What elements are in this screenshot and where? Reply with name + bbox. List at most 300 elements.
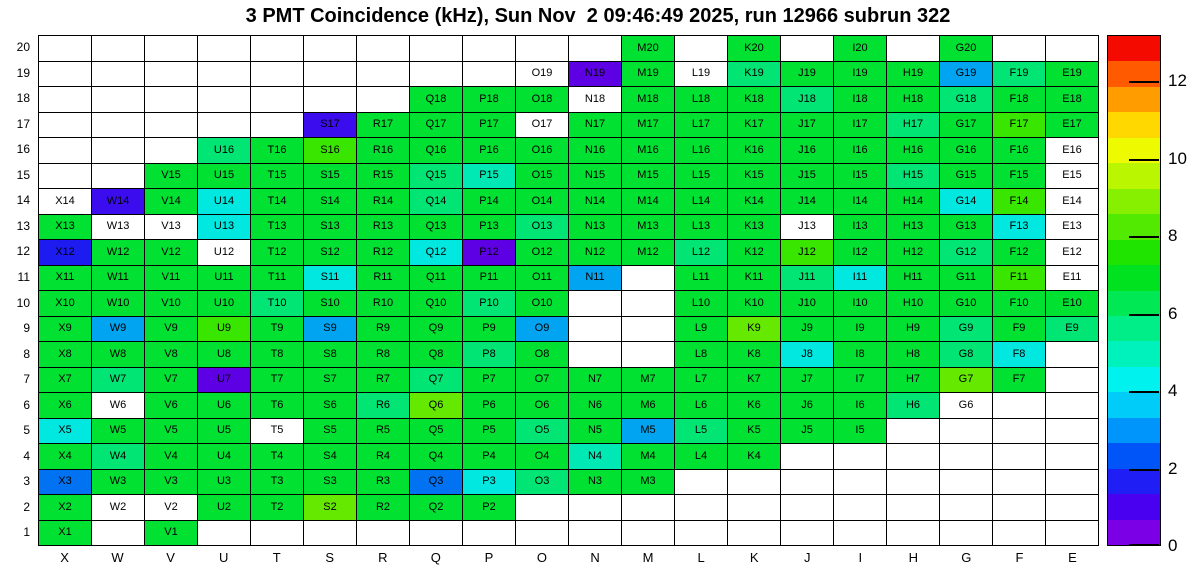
cell-X14: X14 (39, 189, 92, 215)
cell-empty (92, 521, 145, 547)
colorbar-tick-label-12: 12 (1168, 71, 1187, 91)
cell-R4: R4 (357, 444, 410, 470)
cell-L19: L19 (675, 62, 728, 88)
cell-H11: H11 (887, 266, 940, 292)
cell-K4: K4 (728, 444, 781, 470)
y-label-11: 11 (17, 269, 30, 284)
cell-L13: L13 (675, 215, 728, 241)
cell-W10: W10 (92, 291, 145, 317)
cell-G20: G20 (940, 36, 993, 62)
cell-F7: F7 (993, 368, 1046, 394)
colorbar-band (1108, 291, 1160, 316)
cell-empty (887, 470, 940, 496)
cell-X3: X3 (39, 470, 92, 496)
cell-G6: G6 (940, 393, 993, 419)
cell-empty (357, 87, 410, 113)
cell-J10: J10 (781, 291, 834, 317)
y-label-17: 17 (16, 116, 30, 131)
cell-empty (1046, 470, 1099, 496)
cell-W4: W4 (92, 444, 145, 470)
cell-J15: J15 (781, 164, 834, 190)
cell-U4: U4 (198, 444, 251, 470)
cell-X5: X5 (39, 419, 92, 445)
colorbar-band (1108, 316, 1160, 341)
cell-V10: V10 (145, 291, 198, 317)
cell-T7: T7 (251, 368, 304, 394)
cell-U8: U8 (198, 342, 251, 368)
cell-W6: W6 (92, 393, 145, 419)
cell-P9: P9 (463, 317, 516, 343)
cell-N18: N18 (569, 87, 622, 113)
cell-N14: N14 (569, 189, 622, 215)
cell-U11: U11 (198, 266, 251, 292)
cell-T2: T2 (251, 495, 304, 521)
cell-I19: I19 (834, 62, 887, 88)
cell-M13: M13 (622, 215, 675, 241)
cell-T14: T14 (251, 189, 304, 215)
cell-S4: S4 (304, 444, 357, 470)
cell-P10: P10 (463, 291, 516, 317)
colorbar-band (1108, 443, 1160, 468)
cell-H17: H17 (887, 113, 940, 139)
cell-M6: M6 (622, 393, 675, 419)
cell-E19: E19 (1046, 62, 1099, 88)
cell-empty (1046, 368, 1099, 394)
y-label-6: 6 (23, 397, 30, 412)
cell-M19: M19 (622, 62, 675, 88)
cell-K20: K20 (728, 36, 781, 62)
cell-J19: J19 (781, 62, 834, 88)
cell-N13: N13 (569, 215, 622, 241)
cell-X12: X12 (39, 240, 92, 266)
cell-G17: G17 (940, 113, 993, 139)
cell-L11: L11 (675, 266, 728, 292)
cell-empty (304, 62, 357, 88)
cell-Q9: Q9 (410, 317, 463, 343)
colorbar-tick (1129, 391, 1159, 393)
cell-L12: L12 (675, 240, 728, 266)
y-label-10: 10 (16, 295, 30, 310)
cell-V2: V2 (145, 495, 198, 521)
cell-L10: L10 (675, 291, 728, 317)
cell-V15: V15 (145, 164, 198, 190)
x-label-M: M (642, 550, 654, 565)
cell-empty (39, 62, 92, 88)
cell-empty (887, 36, 940, 62)
cell-M18: M18 (622, 87, 675, 113)
cell-Q16: Q16 (410, 138, 463, 164)
cell-S13: S13 (304, 215, 357, 241)
x-axis-labels (38, 549, 1099, 567)
cell-K15: K15 (728, 164, 781, 190)
cell-W7: W7 (92, 368, 145, 394)
cell-U2: U2 (198, 495, 251, 521)
cell-Q6: Q6 (410, 393, 463, 419)
cell-K18: K18 (728, 87, 781, 113)
cell-empty (622, 495, 675, 521)
cell-N5: N5 (569, 419, 622, 445)
cell-L17: L17 (675, 113, 728, 139)
cell-U15: U15 (198, 164, 251, 190)
cell-L16: L16 (675, 138, 728, 164)
cell-empty (1046, 393, 1099, 419)
cell-T8: T8 (251, 342, 304, 368)
colorbar-band (1108, 469, 1160, 494)
y-label-15: 15 (16, 167, 30, 182)
x-label-O: O (536, 550, 548, 565)
cell-R5: R5 (357, 419, 410, 445)
cell-R12: R12 (357, 240, 410, 266)
cell-K5: K5 (728, 419, 781, 445)
chart-title: 3 PMT Coincidence (kHz), Sun Nov 2 09:46:49 2025, run 12966 subrun 322 (245, 5, 951, 27)
cell-S10: S10 (304, 291, 357, 317)
cell-S12: S12 (304, 240, 357, 266)
heatmap-grid (38, 35, 1099, 546)
cell-I13: I13 (834, 215, 887, 241)
cell-I6: I6 (834, 393, 887, 419)
cell-empty (516, 495, 569, 521)
cell-K10: K10 (728, 291, 781, 317)
cell-empty (834, 495, 887, 521)
cell-N7: N7 (569, 368, 622, 394)
cell-H6: H6 (887, 393, 940, 419)
cell-empty (993, 495, 1046, 521)
colorbar-tick (1129, 314, 1159, 316)
cell-U6: U6 (198, 393, 251, 419)
cell-G7: G7 (940, 368, 993, 394)
cell-M4: M4 (622, 444, 675, 470)
cell-S9: S9 (304, 317, 357, 343)
cell-M14: M14 (622, 189, 675, 215)
cell-V13: V13 (145, 215, 198, 241)
cell-P17: P17 (463, 113, 516, 139)
cell-empty (198, 36, 251, 62)
colorbar-band (1108, 520, 1160, 545)
cell-F10: F10 (993, 291, 1046, 317)
colorbar-band (1108, 240, 1160, 265)
cell-empty (145, 36, 198, 62)
cell-R11: R11 (357, 266, 410, 292)
cell-J12: J12 (781, 240, 834, 266)
colorbar-tick-label-4: 4 (1168, 381, 1178, 401)
cell-J16: J16 (781, 138, 834, 164)
cell-K19: K19 (728, 62, 781, 88)
cell-O19: O19 (516, 62, 569, 88)
y-label-1: 1 (23, 525, 30, 540)
cell-X13: X13 (39, 215, 92, 241)
cell-O11: O11 (516, 266, 569, 292)
cell-empty (622, 342, 675, 368)
cell-empty (463, 521, 516, 547)
cell-empty (728, 495, 781, 521)
cell-X8: X8 (39, 342, 92, 368)
x-label-R: R (378, 550, 388, 565)
cell-empty (993, 419, 1046, 445)
cell-empty (198, 87, 251, 113)
cell-empty (1046, 342, 1099, 368)
colorbar-tick-label-2: 2 (1168, 458, 1178, 478)
cell-empty (940, 444, 993, 470)
cell-empty (569, 342, 622, 368)
cell-M15: M15 (622, 164, 675, 190)
cell-empty (198, 113, 251, 139)
cell-I8: I8 (834, 342, 887, 368)
cell-U12: U12 (198, 240, 251, 266)
cell-N17: N17 (569, 113, 622, 139)
colorbar-band (1108, 112, 1160, 137)
cell-K11: K11 (728, 266, 781, 292)
cell-empty (887, 495, 940, 521)
cell-empty (940, 521, 993, 547)
cell-T3: T3 (251, 470, 304, 496)
y-label-19: 19 (16, 65, 30, 80)
cell-R8: R8 (357, 342, 410, 368)
cell-V9: V9 (145, 317, 198, 343)
cell-G15: G15 (940, 164, 993, 190)
cell-O7: O7 (516, 368, 569, 394)
cell-empty (675, 495, 728, 521)
cell-T6: T6 (251, 393, 304, 419)
cell-P16: P16 (463, 138, 516, 164)
y-label-4: 4 (23, 448, 30, 463)
cell-H8: H8 (887, 342, 940, 368)
cell-O9: O9 (516, 317, 569, 343)
cell-T4: T4 (251, 444, 304, 470)
cell-O3: O3 (516, 470, 569, 496)
cell-W13: W13 (92, 215, 145, 241)
cell-empty (39, 36, 92, 62)
cell-empty (92, 87, 145, 113)
cell-Q8: Q8 (410, 342, 463, 368)
cell-empty (251, 36, 304, 62)
cell-L9: L9 (675, 317, 728, 343)
cell-H14: H14 (887, 189, 940, 215)
cell-Q4: Q4 (410, 444, 463, 470)
cell-empty (357, 521, 410, 547)
cell-I16: I16 (834, 138, 887, 164)
cell-empty (39, 113, 92, 139)
cell-X1: X1 (39, 521, 92, 547)
colorbar-band (1108, 341, 1160, 366)
x-label-Q: Q (430, 550, 441, 565)
cell-empty (357, 62, 410, 88)
cell-empty (145, 113, 198, 139)
cell-J8: J8 (781, 342, 834, 368)
cell-N12: N12 (569, 240, 622, 266)
x-label-W: W (111, 550, 124, 565)
cell-Q17: Q17 (410, 113, 463, 139)
y-label-3: 3 (23, 474, 30, 489)
cell-M16: M16 (622, 138, 675, 164)
cell-O15: O15 (516, 164, 569, 190)
cell-V11: V11 (145, 266, 198, 292)
cell-O10: O10 (516, 291, 569, 317)
cell-G10: G10 (940, 291, 993, 317)
cell-empty (834, 521, 887, 547)
cell-empty (569, 36, 622, 62)
cell-empty (993, 521, 1046, 547)
cell-X9: X9 (39, 317, 92, 343)
cell-Q3: Q3 (410, 470, 463, 496)
cell-empty (39, 87, 92, 113)
cell-G19: G19 (940, 62, 993, 88)
cell-P14: P14 (463, 189, 516, 215)
cell-G11: G11 (940, 266, 993, 292)
cell-X4: X4 (39, 444, 92, 470)
cell-H13: H13 (887, 215, 940, 241)
cell-empty (410, 62, 463, 88)
cell-empty (1046, 36, 1099, 62)
colorbar-tick-label-10: 10 (1168, 148, 1187, 168)
colorbar-band (1108, 87, 1160, 112)
cell-K14: K14 (728, 189, 781, 215)
cell-F11: F11 (993, 266, 1046, 292)
cell-N16: N16 (569, 138, 622, 164)
cell-L15: L15 (675, 164, 728, 190)
cell-empty (516, 36, 569, 62)
cell-empty (1046, 495, 1099, 521)
cell-E15: E15 (1046, 164, 1099, 190)
cell-P12: P12 (463, 240, 516, 266)
cell-T5: T5 (251, 419, 304, 445)
cell-Q18: Q18 (410, 87, 463, 113)
cell-I10: I10 (834, 291, 887, 317)
cell-empty (304, 521, 357, 547)
cell-M12: M12 (622, 240, 675, 266)
cell-S3: S3 (304, 470, 357, 496)
cell-M20: M20 (622, 36, 675, 62)
cell-O5: O5 (516, 419, 569, 445)
cell-O8: O8 (516, 342, 569, 368)
cell-I17: I17 (834, 113, 887, 139)
cell-W14: W14 (92, 189, 145, 215)
cell-O18: O18 (516, 87, 569, 113)
cell-empty (92, 62, 145, 88)
cell-U3: U3 (198, 470, 251, 496)
cell-empty (357, 36, 410, 62)
cell-L7: L7 (675, 368, 728, 394)
cell-empty (940, 419, 993, 445)
cell-empty (834, 444, 887, 470)
cell-S16: S16 (304, 138, 357, 164)
cell-G9: G9 (940, 317, 993, 343)
cell-S17: S17 (304, 113, 357, 139)
cell-empty (781, 444, 834, 470)
cell-G13: G13 (940, 215, 993, 241)
cell-H12: H12 (887, 240, 940, 266)
cell-Q13: Q13 (410, 215, 463, 241)
x-label-E: E (1068, 550, 1077, 565)
colorbar-band (1108, 36, 1160, 61)
y-label-14: 14 (16, 193, 30, 208)
cell-empty (410, 36, 463, 62)
colorbar-tick (1129, 236, 1159, 238)
cell-empty (728, 521, 781, 547)
cell-X10: X10 (39, 291, 92, 317)
cell-Q2: Q2 (410, 495, 463, 521)
cell-empty (1046, 444, 1099, 470)
cell-K16: K16 (728, 138, 781, 164)
cell-empty (675, 470, 728, 496)
cell-P2: P2 (463, 495, 516, 521)
cell-V12: V12 (145, 240, 198, 266)
colorbar-band (1108, 494, 1160, 519)
x-label-N: N (590, 550, 600, 565)
cell-O16: O16 (516, 138, 569, 164)
cell-T10: T10 (251, 291, 304, 317)
cell-F8: F8 (993, 342, 1046, 368)
cell-empty (198, 62, 251, 88)
cell-J17: J17 (781, 113, 834, 139)
y-label-2: 2 (23, 499, 30, 514)
cell-Q11: Q11 (410, 266, 463, 292)
cell-E10: E10 (1046, 291, 1099, 317)
cell-V8: V8 (145, 342, 198, 368)
x-label-K: K (749, 550, 759, 565)
cell-V7: V7 (145, 368, 198, 394)
cell-P11: P11 (463, 266, 516, 292)
cell-M7: M7 (622, 368, 675, 394)
cell-R13: R13 (357, 215, 410, 241)
cell-U14: U14 (198, 189, 251, 215)
cell-T11: T11 (251, 266, 304, 292)
cell-J18: J18 (781, 87, 834, 113)
cell-G12: G12 (940, 240, 993, 266)
cell-N3: N3 (569, 470, 622, 496)
cell-J11: J11 (781, 266, 834, 292)
cell-empty (463, 36, 516, 62)
cell-S14: S14 (304, 189, 357, 215)
x-label-J: J (803, 550, 811, 565)
cell-R16: R16 (357, 138, 410, 164)
cell-R2: R2 (357, 495, 410, 521)
cell-empty (675, 36, 728, 62)
x-label-P: P (484, 550, 494, 565)
cell-L14: L14 (675, 189, 728, 215)
cell-empty (675, 521, 728, 547)
cell-Q7: Q7 (410, 368, 463, 394)
x-label-V: V (166, 550, 175, 565)
cell-K13: K13 (728, 215, 781, 241)
cell-I5: I5 (834, 419, 887, 445)
cell-V4: V4 (145, 444, 198, 470)
cell-X11: X11 (39, 266, 92, 292)
x-label-T: T (272, 550, 281, 565)
cell-N15: N15 (569, 164, 622, 190)
cell-E14: E14 (1046, 189, 1099, 215)
cell-empty (92, 138, 145, 164)
cell-O14: O14 (516, 189, 569, 215)
cell-E18: E18 (1046, 87, 1099, 113)
y-label-8: 8 (23, 346, 30, 361)
x-label-U: U (218, 550, 229, 565)
cell-K7: K7 (728, 368, 781, 394)
y-label-18: 18 (16, 91, 30, 106)
cell-P3: P3 (463, 470, 516, 496)
cell-I7: I7 (834, 368, 887, 394)
cell-U10: U10 (198, 291, 251, 317)
cell-F18: F18 (993, 87, 1046, 113)
cell-E13: E13 (1046, 215, 1099, 241)
cell-V3: V3 (145, 470, 198, 496)
cell-empty (993, 36, 1046, 62)
cell-M3: M3 (622, 470, 675, 496)
cell-empty (39, 138, 92, 164)
cell-empty (834, 470, 887, 496)
cell-T15: T15 (251, 164, 304, 190)
cell-H16: H16 (887, 138, 940, 164)
cell-N19: N19 (569, 62, 622, 88)
